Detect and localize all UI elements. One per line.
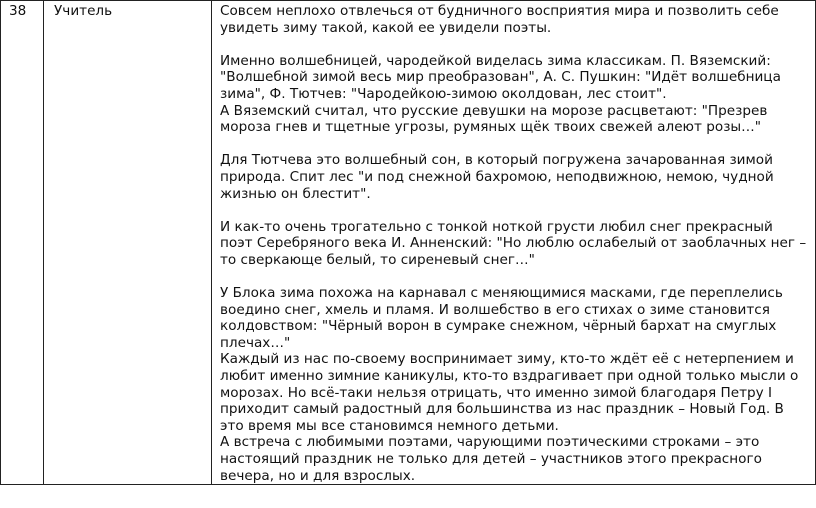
- paragraph-classics: Именно волшебницей, чародейкой виделась зима классикам. П. Вяземский: "Волшебной зимой весь мир преобразован", А. С. Пушкин: "Идёт волшебница зима", Ф. Тютчев: "Чародейкою-зимою околдован, лес стоит".: [220, 52, 781, 102]
- speaker-role: Учитель: [54, 3, 113, 19]
- paragraph-closing: А встреча с любимыми поэтами, чарующими поэтическими строками – это настоящий праздник не только для детей – участников этого прекрасного вечера, но и для взрослых.: [220, 434, 762, 484]
- row-number-cell: [1, 1, 44, 485]
- row-number: 38: [9, 3, 27, 19]
- paragraph-blok: У Блока зима похожа на карнавал с меняющимися масками, где переплелись воедино снег, хмель и пламя. И волшебство в его стихах о зиме становится колдовством: "Чёрный ворон в сумраке снежном, чёрный бархат на смуглых плечах…": [220, 285, 783, 351]
- role-cell: [44, 1, 212, 485]
- paragraph-tyutchev: Для Тютчева это волшебный сон, в который погружена зачарованная зимой природа. Спит лес "и под снежной бахромою, неподвижною, немою, чудной жизнью он блестит".: [220, 152, 774, 202]
- paragraph-annensky: И как-то очень трогательно с тонкой ноткой грусти любил снег прекрасный поэт Серебряного века И. Анненский: "Но люблю ослабелый от заоблачных нег – то сверкающе белый, то сиреневый снег…": [220, 218, 807, 268]
- table-row: [1, 1, 816, 485]
- paragraph-gap: [220, 269, 809, 286]
- speech-text-cell: [212, 1, 816, 485]
- paragraph-gap: [220, 136, 809, 153]
- paragraph-gap: [220, 202, 809, 219]
- paragraph-intro: Совсем неплохо отвлечься от будничного восприятия мира и позволить себе увидеть зиму такой, какой ее увидели поэты.: [220, 3, 779, 36]
- paragraph-gap: [220, 36, 809, 53]
- paragraph-vyazemsky: А Вяземский считал, что русские девушки на морозе расцветают: "Презрев мороза гнев и тщетные угрозы, румяных щёк твоих свежей алеют розы…": [220, 102, 768, 136]
- paragraph-new-year: Каждый из нас по-своему воспринимает зиму, кто-то ждёт её с нетерпением и любит именно зимние каникулы, кто-то вздрагивает при одной только мысли о морозах. Но всё-таки нельзя отрицать, что именно зимой благодаря Петру I приходит самый радостный для большинства из нас праздник – Новый Год. В это время мы все становимся немного детьми.: [220, 351, 799, 434]
